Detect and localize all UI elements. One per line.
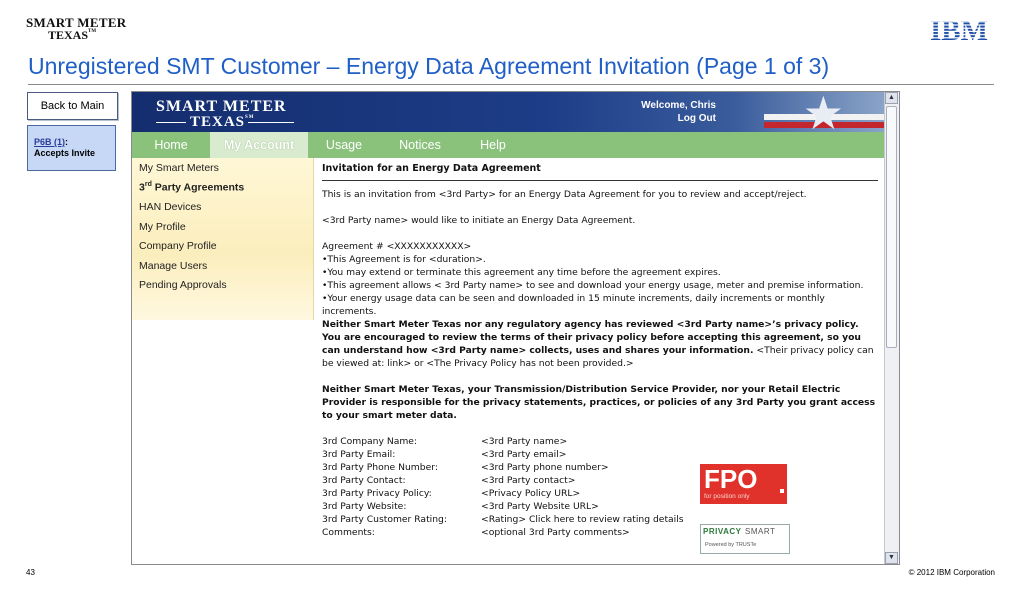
svg-text:IBM: IBM	[930, 16, 988, 42]
terms-item: •This agreement allows < 3rd Party name> to see and download your energy usage, meter and premise information.	[322, 280, 864, 291]
nav-notices[interactable]: Notices	[399, 138, 441, 152]
terms-list	[322, 253, 878, 318]
nav-usage[interactable]: Usage	[325, 138, 363, 152]
detail-row: 3rd Party Contact: <3rd Party contact>	[322, 475, 576, 486]
menu-company-profile[interactable]: Company Profile	[139, 240, 217, 252]
menu-pending-approvals[interactable]: Pending Approvals	[139, 279, 227, 291]
privacy-policy-link[interactable]: <Their privacy policy can be viewed at: link> or <The Privacy Policy has not been provided.>	[322, 345, 874, 369]
detail-row: 3rd Party Privacy Policy: <Privacy Policy URL>	[322, 488, 581, 499]
privacy-smart-badge[interactable]: PRIVACY SMART Powered by TRUSTe	[700, 524, 790, 554]
page-number: 43	[26, 568, 35, 577]
detail-row: 3rd Party Email: <3rd Party email>	[322, 449, 567, 460]
main-nav	[132, 132, 884, 158]
agreement-number: Agreement # <XXXXXXXXXXX>	[322, 241, 472, 252]
slide-title: Unregistered SMT Customer – Energy Data Agreement Invitation (Page 1 of 3)	[28, 53, 830, 79]
menu-my-smart-meters[interactable]: My Smart Meters	[139, 162, 219, 174]
copyright: © 2012 IBM Corporation	[908, 568, 995, 577]
terms-item: •Your energy usage data can be seen and downloaded in 15 minute increments, daily increments or monthly increments.	[322, 293, 825, 317]
liability-disclaimer: Neither Smart Meter Texas, your Transmission/Distribution Service Provider, nor your Retail Electric Provider is responsible for the privacy statements, practices, or policies of any 3rd Party you grant access to your smart meter data.	[322, 384, 876, 421]
step-link[interactable]: P6B (1)	[34, 137, 66, 147]
scroll-thumb[interactable]	[886, 106, 897, 348]
menu-my-profile[interactable]: My Profile	[139, 221, 186, 233]
content-heading: Invitation for an Energy Data Agreement	[322, 163, 541, 174]
intro-text: This is an invitation from <3rd Party> for an Energy Data Agreement for you to review and accept/reject.	[322, 189, 807, 200]
step-callout: P6B (1): Accepts Invite	[27, 125, 116, 171]
logout-link[interactable]: Log Out	[677, 113, 716, 124]
site-logo[interactable]: SMART METER TEXAS℠	[156, 98, 287, 130]
account-sidebar	[132, 158, 314, 320]
menu-3rd-party-agreements[interactable]: 3rd Party Agreements	[139, 181, 245, 194]
detail-row: 3rd Party Customer Rating: <Rating> Click here to review rating details	[322, 514, 684, 525]
back-to-main-button[interactable]: Back to Main	[27, 92, 118, 120]
detail-row: 3rd Party Website: <3rd Party Website URL>	[322, 501, 599, 512]
website-url[interactable]: <3rd Party Website URL>	[481, 501, 599, 512]
nav-help[interactable]: Help	[480, 138, 506, 152]
detail-row: 3rd Company Name: <3rd Party name>	[322, 436, 568, 447]
nav-home[interactable]: Home	[154, 138, 188, 152]
agreement-content	[322, 162, 878, 539]
terms-item: •This Agreement is for <duration>.	[322, 254, 486, 265]
rating-details-link[interactable]: <Rating> Click here to review rating details	[481, 514, 684, 525]
fpo-dot	[780, 489, 784, 493]
fpo-placeholder-logo: FPO for position only	[700, 464, 787, 504]
heading-divider	[322, 180, 878, 181]
scroll-up-arrow-icon[interactable]: ▲	[885, 92, 898, 104]
vertical-scrollbar[interactable]	[884, 92, 899, 564]
privacy-notice: Neither Smart Meter Texas nor any regulatory agency has reviewed <3rd Party name>’s privacy policy. You are encouraged to review the terms of their privacy policy before accepting this agreement, so you can understand how <3rd Party name> collects, uses and shares your information. <Their privacy policy can be viewed at: link> or <The Privacy Policy has not been provided.>	[322, 319, 874, 369]
terms-item: •You may extend or terminate this agreement any time before the agreement expires.	[322, 267, 721, 278]
ibm-logo	[925, 16, 993, 42]
browser-frame	[131, 91, 900, 565]
user-greeting: Welcome, Chris Log Out	[641, 100, 716, 124]
step-description: Accepts Invite	[34, 148, 96, 158]
detail-row: 3rd Party Phone Number: <3rd Party phone number>	[322, 462, 609, 473]
menu-han-devices[interactable]: HAN Devices	[139, 201, 202, 213]
star-icon: ★	[802, 92, 844, 132]
nav-my-account[interactable]: My Account	[210, 132, 308, 158]
menu-manage-users[interactable]: Manage Users	[139, 260, 208, 272]
privacy-policy-url[interactable]: <Privacy Policy URL>	[481, 488, 581, 499]
smt-slide-logo: SMART METER TEXAS™	[26, 15, 127, 42]
initiate-text: <3rd Party name> would like to initiate an Energy Data Agreement.	[322, 215, 636, 226]
detail-row: Comments: <optional 3rd Party comments>	[322, 527, 630, 538]
scroll-down-arrow-icon[interactable]: ▼	[885, 552, 898, 564]
title-divider	[28, 84, 994, 85]
third-party-details	[322, 435, 878, 539]
site-banner	[132, 92, 884, 132]
